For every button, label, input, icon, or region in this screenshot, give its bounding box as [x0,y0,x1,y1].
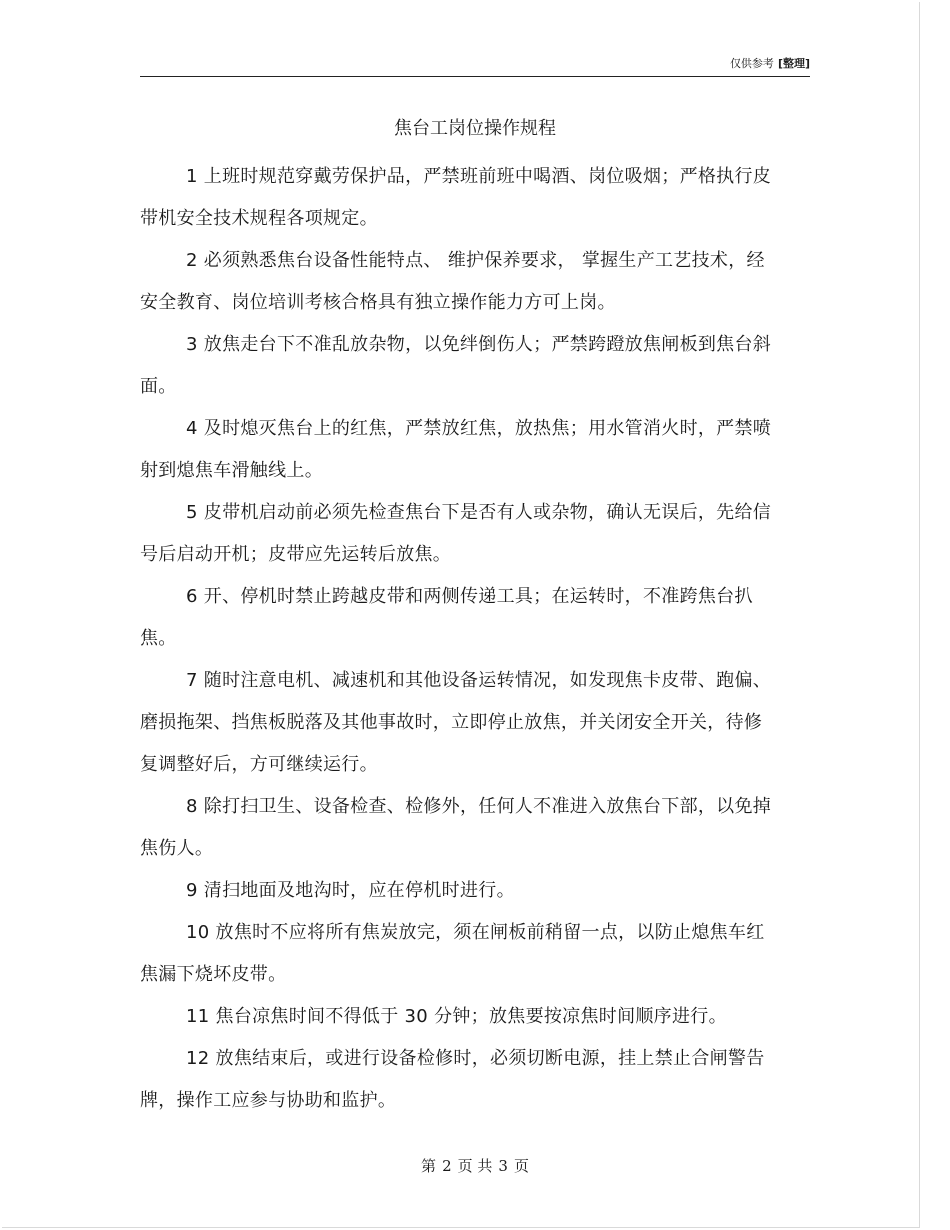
rule-paragraph: 2 必须熟悉焦台设备性能特点、 维护保养要求， 掌握生产工艺技术，经安全教育、岗位培训考核合格具有独立操作能力方可上岗。 [140,250,765,313]
header-tag: [整理] [777,57,810,70]
rule-paragraph: 8 除打扫卫生、设备检查、检修外，任何人不准进入放焦台下部，以免掉焦伤人。 [140,796,772,859]
rule-paragraph: 10 放焦时不应将所有焦炭放完，须在闸板前稍留一点，以防止熄焦车红焦漏下烧坏皮带。 [140,922,765,985]
rule-paragraph: 7 随时注意电机、减速机和其他设备运转情况，如发现焦卡皮带、跑偏、磨损拖架、挡焦板脱落及其他事故时，立即停止放焦，并关闭安全开关，待修复调整好后，方可继续运行。 [140,670,772,775]
rule-paragraph: 11 焦台凉焦时间不得低于 30 分钟；放焦要按凉焦时间顺序进行。 [186,1006,727,1027]
footer-total-pages: 3 [498,1157,508,1175]
header-reference-label: 仅供参考 [729,57,774,70]
footer-middle: 页 共 [457,1157,493,1175]
rule-paragraph: 1 上班时规范穿戴劳保护品，严禁班前班中喝酒、岗位吸烟；严格执行皮带机安全技术规程各项规定。 [140,166,772,229]
rule-paragraph: 4 及时熄灭焦台上的红焦，严禁放红焦，放热焦；用水管消火时，严禁喷射到熄焦车滑触线上。 [140,418,772,481]
rule-paragraph: 5 皮带机启动前必须先检查焦台下是否有人或杂物，确认无误后，先给信号后启动开机；皮带应先运转后放焦。 [140,502,772,565]
footer-suffix: 页 [513,1157,529,1175]
rule-paragraph: 9 清扫地面及地沟时，应在停机时进行。 [186,880,515,901]
page-footer [140,1152,810,1180]
document-title: 焦台工岗位操作规程 [394,118,556,139]
document-body [140,156,775,1122]
rule-paragraph: 3 放焦走台下不准乱放杂物，以免绊倒伤人；严禁跨蹬放焦闸板到焦台斜面。 [140,334,772,397]
footer-prefix: 第 [421,1157,437,1175]
page-header [140,56,810,77]
rule-paragraph: 6 开、停机时禁止跨越皮带和两侧传递工具；在运转时，不准跨焦台扒焦。 [140,586,753,649]
rule-paragraph: 12 放焦结束后，或进行设备检修时，必须切断电源，挂上禁止合闸警告牌，操作工应参与协助和监护。 [140,1048,765,1111]
footer-current-page: 2 [442,1157,452,1175]
